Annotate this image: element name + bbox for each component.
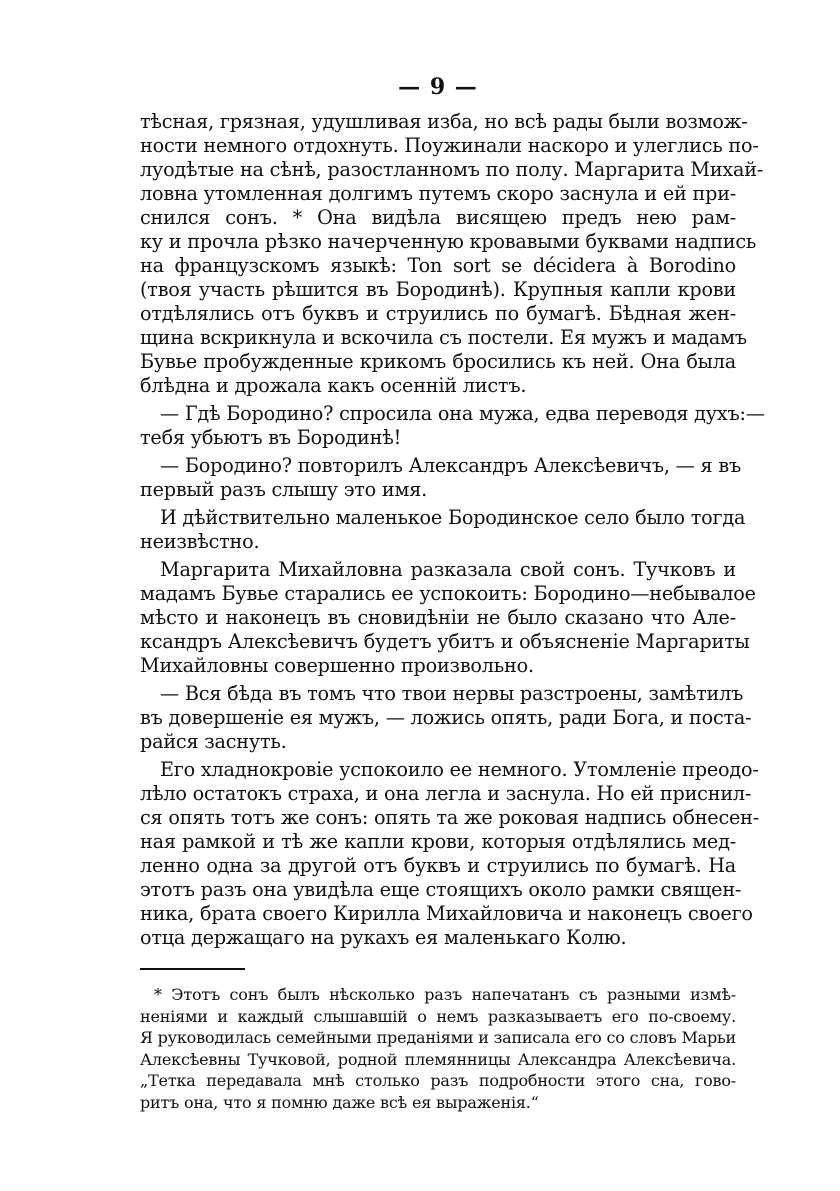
- text-line: луодѣтые на сѣнѣ, разостланномъ по полу. Маргарита Михай-: [140, 158, 764, 181]
- text-line: ку и прочла рѣзко начерченную кровавыми буквами надпись: [140, 230, 757, 253]
- paragraph-4: [140, 506, 746, 554]
- paragraph-2: [140, 402, 765, 450]
- page-number: — 9 —: [398, 74, 478, 100]
- text-line: въ довершеніе ея мужъ, — ложись опять, ради Бога, и поста-: [140, 706, 752, 729]
- paragraph-5: [140, 558, 756, 678]
- text-line: райся заснуть.: [140, 730, 287, 753]
- paragraph-1: [140, 110, 764, 398]
- text-line: мѣсто и наконецъ въ сновидѣніи не было сказано что Але-: [140, 606, 736, 629]
- text-line: щина вскрикнула и вскочила съ постели. Ея мужъ и мадамъ: [140, 326, 747, 349]
- text-line: на французскомъ языкѣ: Ton sort se décidera à Borodino: [140, 254, 736, 277]
- text-line: отца держащаго на рукахъ ея маленькаго Колю.: [140, 926, 627, 949]
- footnote-line: неніями и каждый слышавшій о немъ разказываетъ его по-своему.: [140, 1006, 736, 1026]
- book-page: [140, 72, 765, 1113]
- text-line: ная рамкой и тѣ же капли крови, которыя отдѣлялись мед-: [140, 830, 736, 853]
- text-line: ксандръ Алексѣевичъ будетъ убитъ и объясненіе Маргариты: [140, 630, 750, 653]
- text-line: тебя убьютъ въ Бородинѣ!: [140, 426, 402, 449]
- text-line: первый разъ слышу это имя.: [140, 478, 428, 501]
- text-line: — Гдѣ Бородино? спросила она мужа, едва переводя духъ:—: [160, 402, 765, 425]
- text-line: ности немного отдохнуть. Поужинали наскоро и улеглись по-: [140, 134, 759, 157]
- text-line: И дѣйствительно маленькое Бородинское село было тогда: [160, 506, 746, 529]
- footnote: [140, 984, 736, 1113]
- text-line: неизвѣстно.: [140, 530, 260, 553]
- text-line: тѣсная, грязная, удушливая изба, но всѣ рады были возмож-: [140, 110, 748, 133]
- paragraph-6: [140, 682, 752, 754]
- text-line: этотъ разъ она увидѣла еще стоящихъ около рамки священ-: [140, 878, 742, 901]
- text-line: Его хладнокровіе успокоило ее немного. Утомленіе преодо-: [160, 758, 759, 781]
- footnote-divider: [140, 968, 245, 970]
- footnote-line: Я руководилась семейными преданіями и записала его со словъ Марьи: [140, 1028, 736, 1047]
- text-line: отдѣлялись отъ буквъ и струились по бумагѣ. Бѣдная жен-: [140, 302, 736, 325]
- text-line: Маргарита Михайловна разказала свой сонъ. Тучковъ и: [160, 558, 736, 581]
- text-line: ника, брата своего Кирилла Михайловича и наконецъ своего: [140, 902, 753, 925]
- text-line: ся опять тотъ же сонъ: опять та же роковая надпись обнесен-: [140, 806, 760, 829]
- footnote-line: * Этотъ сонъ былъ нѣсколько разъ напечатанъ съ разными измѣ-: [154, 985, 736, 1004]
- text-line: ловна утомленная долгимъ путемъ скоро заснула и ей при-: [140, 182, 737, 205]
- text-line: (твоя участь рѣшится въ Бородинѣ). Крупныя капли крови: [140, 278, 736, 301]
- footnote-line: Алексѣевны Тучковой, родной племянницы Александра Алексѣевича.: [140, 1049, 736, 1069]
- paragraph-3: [140, 454, 741, 502]
- text-line: Михайловны совершенно произвольно.: [140, 654, 534, 677]
- text-line: — Бородино? повторилъ Александръ Алексѣевичъ, — я въ: [160, 454, 741, 477]
- footnote-line: ритъ она, что я помню даже всѣ ея выраженія.“: [140, 1092, 539, 1112]
- text-line: блѣдна и дрожала какъ осенній листъ.: [140, 374, 527, 397]
- footnote-line: „Тетка передавала мнѣ столько разъ подробности этого сна, гово-: [140, 1071, 736, 1090]
- text-line: лѣло остатокъ страха, и она легла и заснула. Но ей приснил-: [140, 782, 752, 805]
- text-line: Бувье пробужденные крикомъ бросились къ ней. Она была: [140, 350, 736, 373]
- text-line: ленно одна за другой отъ буквъ и струились по бумагѣ. На: [140, 854, 736, 877]
- paragraph-7: [140, 758, 760, 950]
- text-line: мадамъ Бувье старались ее успокоить: Бородино—небывалое: [140, 582, 756, 605]
- text-line: снился сонъ. * Она видѣла висящею предъ нею рам-: [140, 206, 736, 229]
- text-line: — Вся бѣда въ томъ что твои нервы разстроены, замѣтилъ: [160, 682, 744, 705]
